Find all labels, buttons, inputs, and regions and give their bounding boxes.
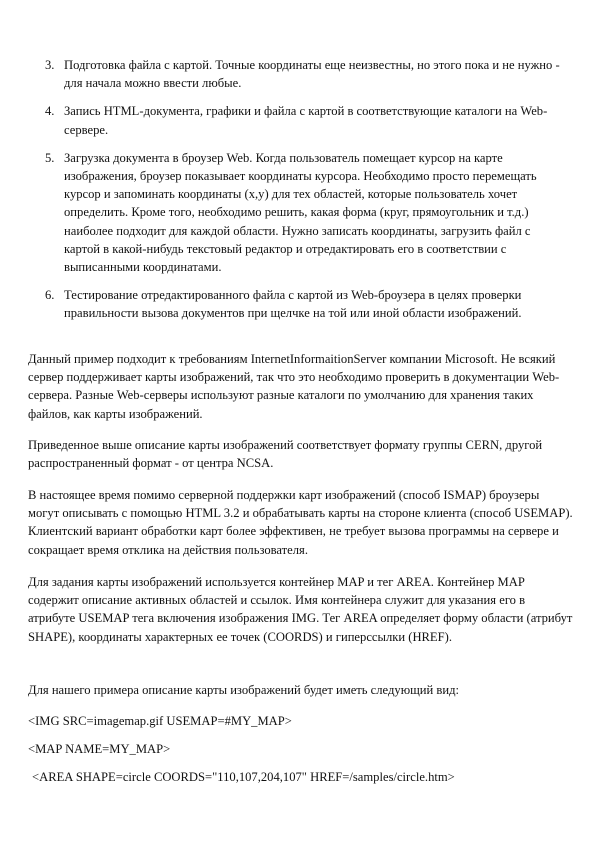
- list-item-number: 5.: [45, 150, 55, 165]
- code-line-map: <MAP NAME=MY_MAP>: [28, 742, 171, 756]
- list-item: [0, 102, 595, 138]
- list-item-text: Тестирование отредактированного файла с картой из Web-броузера в целях проверки правильности вызова документов при щелчке на той или иной области изображений.: [64, 288, 522, 321]
- list-item-number: 4.: [45, 104, 55, 119]
- paragraph-ismap-usemap: В настоящее время помимо серверной поддержки карт изображений (способ ISMAP) броузеры могут описывать с помощью HTML 3.2 и обрабатывать карты на стороне клиента (способ USEMAP). Клиентский вариант обработки карт более эффективен, не требует вызова программы на сервере и сокращает время отклика на действия пользователя.: [28, 488, 573, 557]
- numbered-list: [0, 56, 595, 333]
- list-item-text: Запись HTML-документа, графики и файла с картой в соответствующие каталоги на Web-сервере.: [64, 104, 548, 137]
- code-line-img: <IMG SRC=imagemap.gif USEMAP=#MY_MAP>: [28, 714, 292, 728]
- list-item-text: Подготовка файла с картой. Точные координаты еще неизвестны, но этого пока и не нужно - для начала можно ввести любые.: [64, 58, 560, 91]
- paragraph-cern-format: Приведенное выше описание карты изображений соответствует формату группы CERN, другой распространенный формат - от центра NCSA.: [28, 438, 543, 471]
- paragraph-example-intro: Для нашего примера описание карты изображений будет иметь следующий вид:: [28, 683, 460, 697]
- paragraph-map-area: Для задания карты изображений используется контейнер MAP и тег AREA. Контейнер MAP содержит описание активных областей и ссылок. Имя контейнера служит для указания его в атрибуте USEMAP тега включения изображения IMG. Тег AREA определяет форму области (атрибут SHAPE), координаты характерных ее точек (COORDS) и гиперссылки (HREF).: [28, 575, 573, 644]
- list-item: [0, 286, 595, 322]
- paragraph-microsoft-server: Данный пример подходит к требованиям InternetInformaitionServer компании Microsoft. Не всякий сервер поддерживает карты изображений, так что это необходимо проверить в документации Web-сервера. Разные Web-серверы используют разные каталоги по умолчанию для хранения таких файлов, как карты изображений.: [28, 352, 560, 421]
- list-item: [0, 149, 595, 276]
- list-item-number: 6.: [45, 288, 55, 303]
- list-item-number: 3.: [45, 58, 55, 72]
- list-item-text: Загрузка документа в броузер Web. Когда пользователь помещает курсор на карте изображения, броузер показывает координаты курсора. Необходимо просто перемещать курсор и запоминать координаты (x,y) для тех областей, которые пользователь хочет определить. Кроме того, необходимо решить, какая форма (круг, прямоугольник и т.д.) наиболее подходит для каждой области. Нужно записать координаты, загрузить файл с картой в какой-нибудь текстовый редактор и отредактировать его в соответствии с выписанными координатами.: [64, 150, 537, 275]
- code-line-area: <AREA SHAPE=circle COORDS="110,107,204,107" HREF=/samples/circle.htm>: [32, 770, 455, 784]
- list-item: [0, 56, 595, 92]
